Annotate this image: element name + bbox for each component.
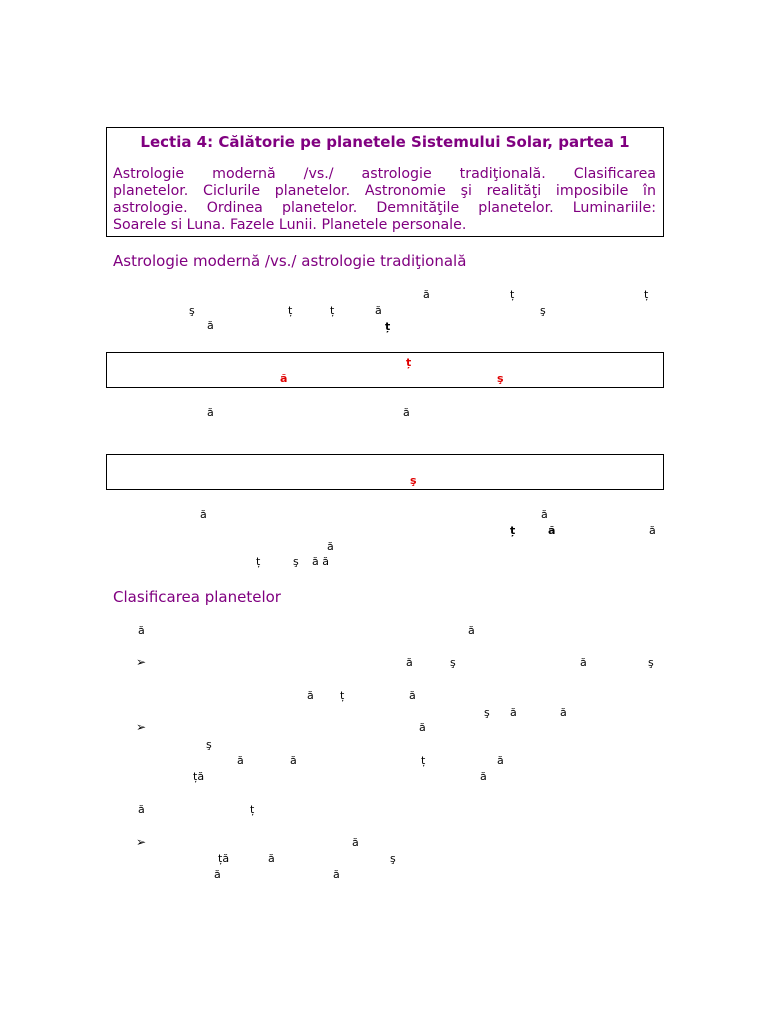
summary-line: Astrologie modernă /vs./ astrologie tradiţională. Clasificarea xyxy=(113,166,656,182)
summary-line: planetelor. Ciclurile planetelor. Astronomie şi realităţi imposibile în xyxy=(113,183,656,199)
text-fragment: ă xyxy=(207,406,214,419)
text-fragment: ă xyxy=(375,304,382,317)
text-fragment: ă xyxy=(541,508,548,521)
text-fragment: ă xyxy=(327,540,334,553)
bullet-arrow-icon: ➢ xyxy=(136,720,147,734)
text-fragment: ă xyxy=(214,868,221,881)
text-fragment: ț xyxy=(644,288,649,301)
text-fragment: ț xyxy=(288,304,293,317)
text-fragment: ă xyxy=(138,803,145,816)
text-fragment: ț xyxy=(250,803,255,816)
text-fragment: ț xyxy=(330,304,335,317)
text-fragment: ă xyxy=(290,754,297,767)
text-fragment: ț xyxy=(406,356,412,369)
text-fragment: ă xyxy=(406,656,413,669)
text-fragment: ă xyxy=(237,754,244,767)
text-fragment: ă xyxy=(333,868,340,881)
text-fragment: ț xyxy=(385,320,391,333)
text-fragment: ă xyxy=(497,754,504,767)
summary-line: astrologie. Ordinea planetelor. Demnităţile planetelor. Luminariile: xyxy=(113,200,656,216)
text-fragment: ş xyxy=(293,555,299,568)
text-fragment: ă xyxy=(207,319,214,332)
text-fragment: ță xyxy=(193,770,205,783)
text-fragment: ă xyxy=(200,508,207,521)
text-fragment: ă xyxy=(280,372,288,385)
text-fragment: ş xyxy=(540,304,546,317)
text-fragment: ă xyxy=(560,706,567,719)
text-fragment: ț xyxy=(340,689,345,702)
text-fragment: ă xyxy=(419,721,426,734)
text-fragment: ă xyxy=(403,406,410,419)
section-heading-classification: Clasificarea planetelor xyxy=(113,588,281,606)
text-fragment: ă xyxy=(307,689,314,702)
highlight-box xyxy=(106,454,664,490)
text-fragment: ş xyxy=(390,852,396,865)
bullet-arrow-icon: ➢ xyxy=(136,835,147,849)
text-fragment: ă xyxy=(580,656,587,669)
text-fragment: ş xyxy=(450,656,456,669)
text-fragment: ă xyxy=(352,836,359,849)
highlight-box xyxy=(106,352,664,388)
text-fragment: ț xyxy=(421,754,426,767)
text-fragment: ş xyxy=(189,304,195,317)
text-fragment: ş xyxy=(497,372,504,385)
text-fragment: ă ă xyxy=(312,555,329,568)
text-fragment: ț xyxy=(510,288,515,301)
lesson-summary-box xyxy=(106,127,664,237)
section-heading-modern-traditional: Astrologie modernă /vs./ astrologie tradiţională xyxy=(113,252,467,270)
text-fragment: ş xyxy=(648,656,654,669)
text-fragment: ță xyxy=(218,852,230,865)
bullet-arrow-icon: ➢ xyxy=(136,655,147,669)
text-fragment: ă xyxy=(468,624,475,637)
text-fragment: ă xyxy=(649,524,656,537)
text-fragment: ă xyxy=(510,706,517,719)
text-fragment: ş xyxy=(206,738,212,751)
text-fragment: ă xyxy=(423,288,430,301)
text-fragment: ă xyxy=(548,524,556,537)
text-fragment: ă xyxy=(409,689,416,702)
text-fragment: ă xyxy=(480,770,487,783)
text-fragment: ă xyxy=(138,624,145,637)
text-fragment: ş xyxy=(484,706,490,719)
summary-line: Soarele si Luna. Fazele Lunii. Planetele personale. xyxy=(113,217,467,233)
text-fragment: ț xyxy=(510,524,516,537)
lesson-title: Lectia 4: Călătorie pe planetele Sistemului Solar, partea 1 xyxy=(140,133,630,151)
lesson-summary xyxy=(113,166,656,234)
text-fragment: ă xyxy=(268,852,275,865)
text-fragment: ț xyxy=(256,555,261,568)
text-fragment: ş xyxy=(410,474,417,487)
